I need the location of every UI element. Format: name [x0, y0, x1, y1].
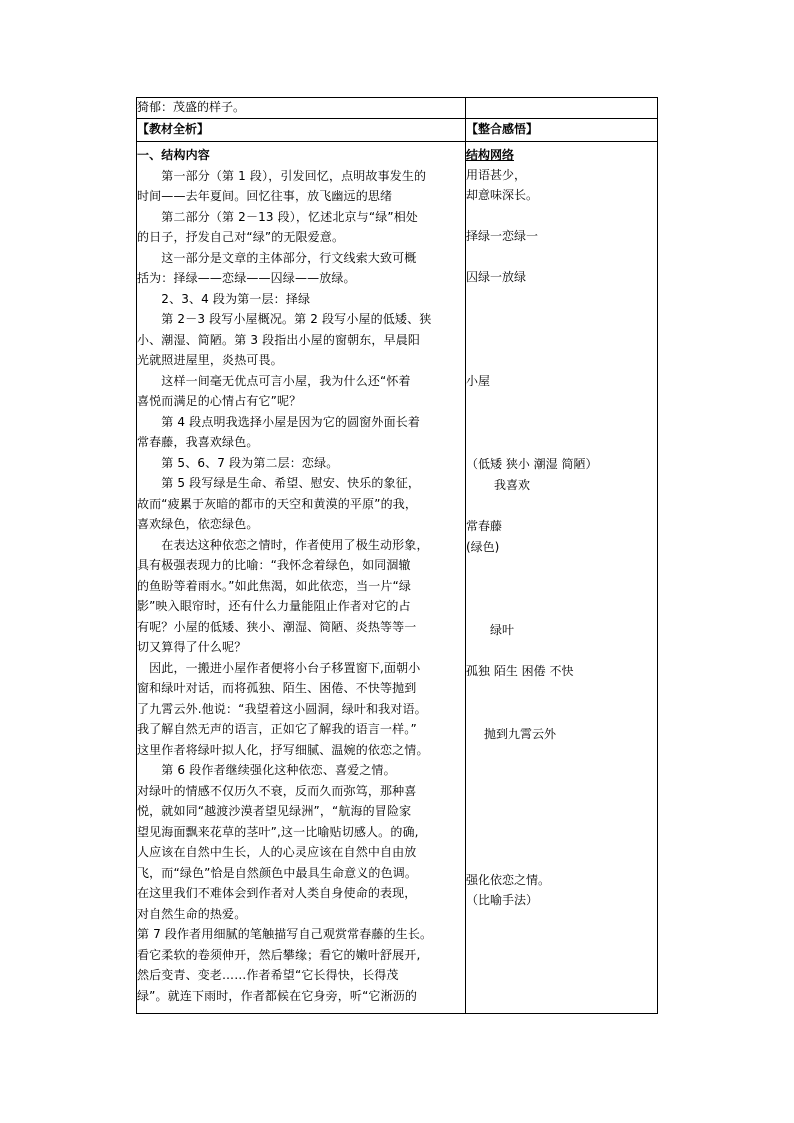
text-line: 具有极强表现力的比喻：“我怀念着绿色，如同涸辙 — [137, 558, 411, 572]
text-line: 故而“疲累于灰暗的都市的天空和黄漠的平原”的我， — [137, 496, 418, 511]
text-line: 在表达这种依恋之情时，作者使用了极生动形象， — [137, 537, 429, 552]
vocab-note: 猗郁：茂盛的样子。 — [137, 100, 246, 114]
structure-network-title: 结构网络 — [466, 148, 515, 162]
side-note: 常春藤 — [466, 519, 503, 533]
side-note: 绿叶 — [490, 623, 515, 637]
text-line: 绿”。就连下雨时，作者都候在它身旁，听“它淅沥的 — [137, 988, 418, 1003]
text-line: 悦，就如同“越渡沙漠者望见绿洲”，“航海的冒险家 — [137, 804, 412, 818]
text-line: 窗和绿叶对话，而将孤独、陌生、困倦、不快等抛到 — [137, 681, 417, 695]
text-line: 小、潮湿、简陋。第 3 段指出小屋的窗朝东，早晨阳 — [137, 332, 421, 347]
side-note: 囚绿一放绿 — [466, 270, 527, 284]
analysis-text — [137, 145, 465, 1006]
side-note: （低矮 狭小 潮湿 简陋） — [466, 457, 598, 471]
text-line: 时间——去年夏间。回忆往事，放飞幽远的思绪 — [137, 189, 393, 203]
text-line: 有呢？小屋的低矮、狭小、潮湿、简陋、炎热等等一 — [137, 619, 417, 634]
side-note: 却意味深长。 — [466, 188, 539, 202]
side-note: (绿色) — [466, 540, 500, 554]
text-line: 第 6 段作者继续强化这种依恋、喜爱之情。 — [137, 763, 396, 777]
text-line: 望见海面飘来花草的茎叶”,这一比喻贴切感人。的确, — [137, 824, 419, 839]
text-line: 飞，而“绿色”恰是自然颜色中最具生命意义的色调。 — [137, 865, 418, 880]
side-note: 小屋 — [466, 374, 491, 388]
side-note: 择绿一恋绿一 — [466, 229, 539, 243]
text-line: 我了解自然无声的语言，正如它了解我的语言一样。” — [137, 722, 417, 736]
text-line: 对绿叶的情感不仅历久不衰，反而久而弥笃，那种喜 — [137, 783, 417, 798]
side-note: 用语甚少， — [466, 168, 527, 182]
side-note: 孤独 陌生 困倦 不快 — [466, 664, 574, 678]
text-line: 喜欢绿色，依恋绿色。 — [137, 517, 259, 531]
text-line: 第二部分（第 2－13 段），忆述北京与“绿”相处 — [137, 209, 419, 224]
text-line: 第 2－3 段写小屋概况。第 2 段写小屋的低矮、狭 — [137, 312, 432, 326]
text-line: 的鱼盼等着雨水。”如此焦渴，如此依恋，当一片“绿 — [137, 578, 412, 593]
textbook-analysis-header: 【教材全析】 — [137, 122, 210, 136]
text-line: 这里作者将绿叶拟人化，抒写细腻、温婉的依恋之情。 — [137, 742, 429, 757]
text-line: 第 4 段点明我选择小屋是因为它的圆窗外面长着 — [137, 414, 421, 429]
row-divider — [136, 118, 658, 119]
text-line: 2、3、4 段为第一层：择绿 — [137, 291, 311, 306]
row-divider — [136, 141, 658, 142]
side-note: 我喜欢 — [494, 478, 531, 492]
text-line: 在这里我们不难体会到作者对人类自身使命的表现， — [137, 886, 417, 900]
section-heading: 一、结构内容 — [137, 148, 210, 162]
text-line: 然后变青、变老……作者希望“它长得快，长得茂 — [137, 968, 399, 982]
text-line: 看它柔软的卷须伸开，然后攀缘；看它的嫩叶舒展开, — [137, 947, 421, 962]
text-line: 切又算得了什么呢？ — [137, 640, 247, 654]
text-line: 这一部分是文章的主体部分，行文线索大致可概 — [137, 250, 417, 265]
text-line: 影”映入眼帘时，还有什么力量能阻止作者对它的占 — [137, 599, 411, 613]
text-line: 对自然生命的热爱。 — [137, 906, 247, 921]
text-line: 光就照进屋里，炎热可畏。 — [137, 353, 283, 367]
text-line: 喜悦而满足的心情占有它”呢？ — [137, 394, 302, 408]
side-note: （比喻手法） — [466, 893, 539, 907]
text-line: 因此，一搬进小屋作者便将小台子移置窗下,面朝小 — [137, 660, 421, 675]
summary-insight-header: 【整合感悟】 — [466, 122, 539, 136]
side-note: 抛到九霄云外 — [484, 727, 557, 741]
text-line: 第 7 段作者用细腻的笔触描写自己观赏常春藤的生长。 — [137, 927, 433, 941]
side-note: 强化依恋之情。 — [466, 873, 551, 887]
text-line: 第 5、6、7 段为第二层：恋绿。 — [137, 455, 339, 470]
text-line: 的日子，抒发自己对“绿”的无限爱意。 — [137, 230, 345, 244]
text-line: 了九霄云外.他说：“我望着这小圆洞，绿叶和我对语。 — [137, 701, 427, 716]
text-line: 第一部分（第 1 段），引发回忆，点明故事发生的 — [137, 168, 427, 183]
text-line: 第 5 段写绿是生命、希望、慰安、快乐的象征， — [137, 476, 421, 490]
text-line: 常春藤，我喜欢绿色。 — [137, 435, 259, 449]
text-line: 括为：择绿——恋绿——囚绿——放绿。 — [137, 271, 356, 285]
text-line: 人应该在自然中生长，人的心灵应该在自然中自由放 — [137, 845, 417, 859]
text-line: 这样一间毫无优点可言小屋，我为什么还“怀着 — [137, 373, 411, 388]
